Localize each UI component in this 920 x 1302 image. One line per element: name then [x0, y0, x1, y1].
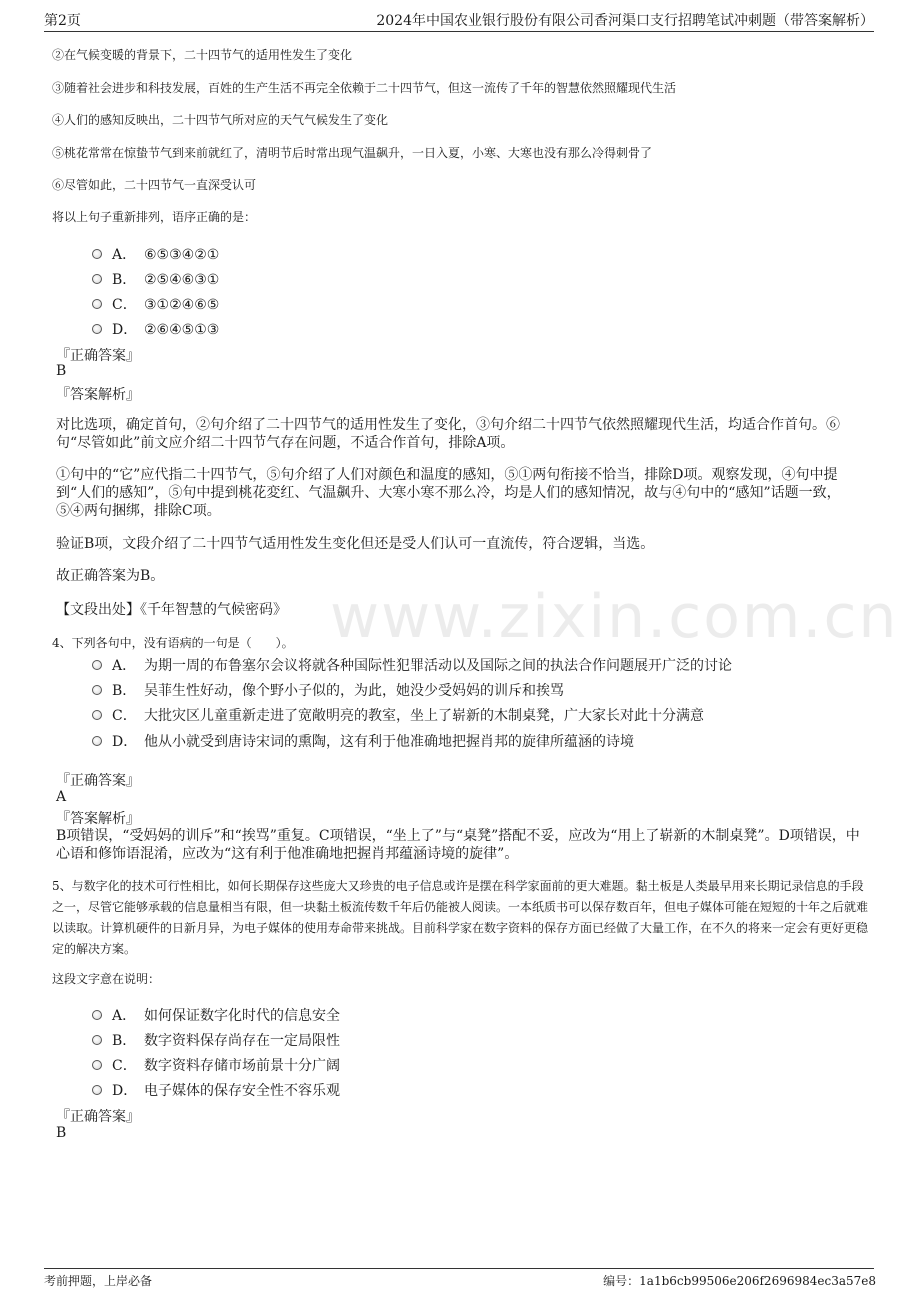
- answer-label: 『正确答案』: [56, 1109, 140, 1125]
- option-c[interactable]: C． 数字资料存储市场前景十分广阔: [92, 1055, 340, 1075]
- radio-icon[interactable]: [92, 660, 102, 670]
- footer-divider: [44, 1268, 874, 1269]
- document-title: 2024年中国农业银行股份有限公司香河渠口支行招聘笔试冲刺题（带答案解析）: [376, 13, 874, 29]
- analysis-paragraph: ①句中的“它”应代指二十四节气，⑤句介绍了人们对颜色和温度的感知，⑤①两句衔接不恰当，排除D项。观察发现，④句中提到“人们的感知”，⑤句中提到桃花変红、气温飙升、大寒小寒不那么冷，均是人们的感知情况，故与④句中的“感知”话题一致，⑤④两句捆绑，排除C项。: [56, 467, 841, 519]
- question-stem: 5、与数字化的技术可行性相比，如何长期保存这些庞大又珍贵的电子信息或许是摆在科学家面前的更大难题。黏土板是人类最早用来长期记录信息的手段之一，尽管它能够承载的信息量相当有限，但一块黏土板流传数千年后仍能被人阅读。一本纸质书可以保存数百年，但电子媒体可能在短短的十年之后就难以读取。计算机硬件的日新月异，为电子媒体的使用寿命带来挑战。目前科学家在数字资料的保存方面已经做了大量工作，在不久的将来一定会有更好更稳定的解决方案。: [52, 879, 869, 956]
- sentence-item: ④人们的感知反映出，二十四节气所对应的天气气候发生了变化: [52, 113, 389, 127]
- page-number: 第2页: [44, 13, 81, 29]
- option-b[interactable]: B． 数字资料保存尚存在一定局限性: [92, 1030, 340, 1050]
- option-d[interactable]: D． 电子媒体的保存安全性不容乐观: [92, 1080, 340, 1100]
- question-prompt: 这段文字意在说明：: [52, 972, 161, 986]
- option-b[interactable]: B． 吴菲生性好动，像个野小子似的，为此，她没少受妈妈的训斥和挨骂: [92, 680, 564, 700]
- source-citation: 【文段出处】《千年智慧的气候密码》: [56, 602, 287, 618]
- radio-icon[interactable]: [92, 1060, 102, 1070]
- answer-label: 『正确答案』: [56, 348, 140, 364]
- option-c[interactable]: C． ③①②④⑥⑤: [92, 294, 219, 314]
- sentence-item: ②在气候变暖的背景下，二十四节气的适用性发生了变化: [52, 48, 353, 62]
- radio-icon[interactable]: [92, 324, 102, 334]
- option-b[interactable]: B． ②⑤④⑥③①: [92, 269, 219, 289]
- option-d[interactable]: D． ②⑥④⑤①③: [92, 319, 219, 339]
- radio-icon[interactable]: [92, 736, 102, 746]
- radio-icon[interactable]: [92, 1085, 102, 1095]
- option-d[interactable]: D． 他从小就受到唐诗宋词的熏陶，这有利于他准确地把握肖邦的旋律所蕴涵的诗境: [92, 731, 634, 751]
- option-c[interactable]: C． 大批灾区儿童重新走进了宽敞明亮的教室，坐上了崭新的木制桌凳，广大家长对此十分满意: [92, 705, 704, 725]
- footer-slogan: 考前押题，上岸必备: [44, 1274, 153, 1288]
- document-id: 编号：1a1b6cb99506e206f2696984ec3a57e8: [603, 1274, 876, 1288]
- radio-icon[interactable]: [92, 1035, 102, 1045]
- analysis-label: 『答案解析』: [56, 811, 140, 827]
- answer-value: B: [56, 363, 67, 379]
- sentence-item: ⑥尽管如此，二十四节气一直深受认可: [52, 178, 257, 192]
- radio-icon[interactable]: [92, 249, 102, 259]
- header-divider: [44, 31, 874, 32]
- sentence-item: ③随着社会进步和科技发展，百姓的生产生活不再完全依赖于二十四节气，但这一流传了千年的智慧依然照耀现代生活: [52, 81, 677, 95]
- analysis-paragraph: 故正确答案为B。: [56, 568, 165, 584]
- analysis-label: 『答案解析』: [56, 387, 140, 403]
- answer-value: A: [56, 789, 67, 805]
- question-prompt: 将以上句子重新排列，语序正确的是：: [52, 210, 257, 224]
- answer-value: B: [56, 1125, 67, 1141]
- radio-icon[interactable]: [92, 710, 102, 720]
- analysis-paragraph: 验证B项，文段介绍了二十四节气适用性发生变化但还是受人们认可一直流传，符合逻辑，当选。: [56, 536, 655, 552]
- question-stem: 4、下列各句中，没有语病的一句是（ ）。: [52, 636, 294, 650]
- radio-icon[interactable]: [92, 274, 102, 284]
- radio-icon[interactable]: [92, 299, 102, 309]
- option-a[interactable]: A． 为期一周的布鲁塞尔会议将就各种国际性犯罪活动以及国际之间的执法合作问题展开广泛的讨论: [92, 655, 732, 675]
- sentence-item: ⑤桃花常常在惊蛰节气到来前就红了，清明节后时常出现气温飙升，一日入夏，小寒、大寒也没有那么冷得刺骨了: [52, 146, 653, 160]
- option-a[interactable]: A． ⑥⑤③④②①: [92, 244, 219, 264]
- answer-label: 『正确答案』: [56, 773, 140, 789]
- radio-icon[interactable]: [92, 1010, 102, 1020]
- analysis-paragraph: B项错误，“受妈妈的训斥”和“挨骂”重复。C项错误，“坐上了”与“桌凳”搭配不妥，应改为“用上了崭新的木制桌凳”。D项错误，中心语和修饰语混淆，应改为“这有利于他准确地把握肖邦蕴涵诗境的旋律”。: [56, 828, 860, 862]
- watermark: www.zixin.com.cn: [330, 582, 899, 652]
- option-a[interactable]: A． 如何保证数字化时代的信息安全: [92, 1005, 340, 1025]
- analysis-paragraph: 对比选项，确定首句，②句介绍了二十四节气的适用性发生了变化，③句介绍二十四节气依然照耀现代生活，均适合作首句。⑥句“尽管如此”前文应介绍二十四节气存在问题，不适合作首句，排除A项。: [56, 417, 840, 451]
- radio-icon[interactable]: [92, 685, 102, 695]
